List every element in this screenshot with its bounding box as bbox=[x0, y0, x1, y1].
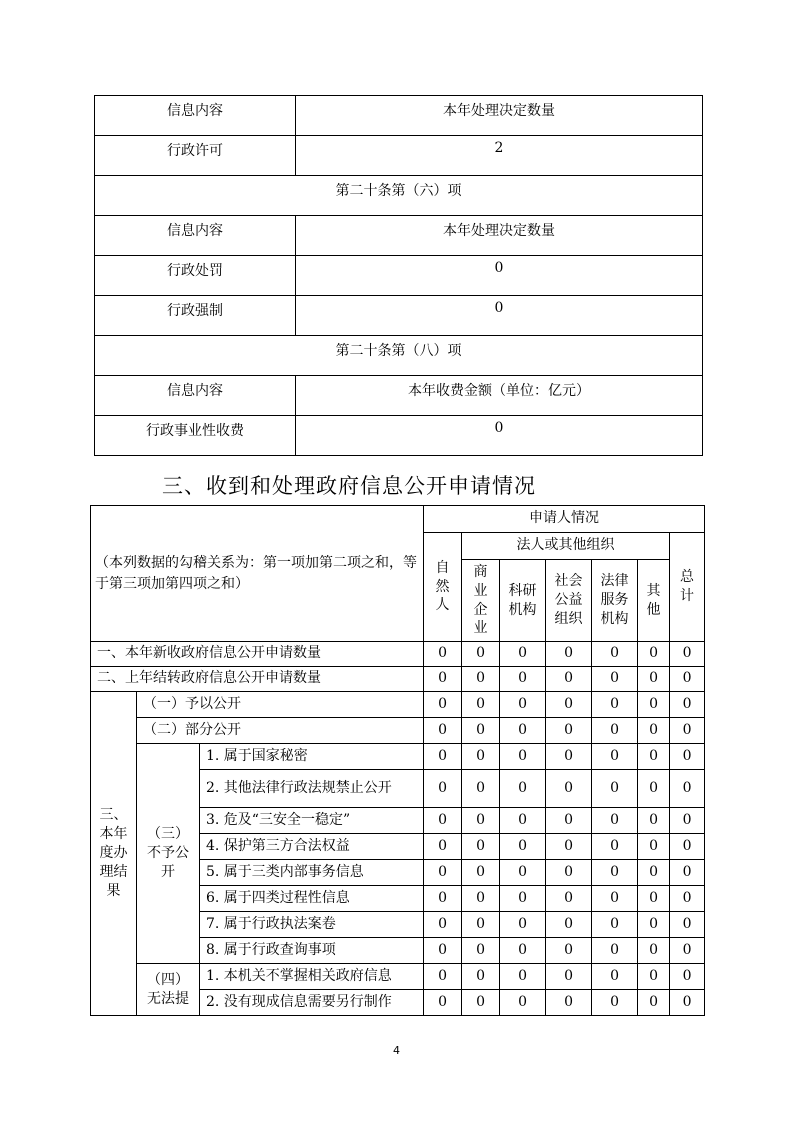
count-cell: 0 bbox=[462, 667, 500, 692]
total-header: 总 计 bbox=[670, 533, 705, 642]
business-header: 商 业 企 业 bbox=[462, 560, 500, 642]
count-cell: 0 bbox=[500, 667, 546, 692]
count-cell: 0 bbox=[670, 912, 705, 938]
count-cell: 0 bbox=[592, 912, 638, 938]
count-cell: 0 bbox=[638, 834, 670, 860]
count-cell: 0 bbox=[638, 990, 670, 1016]
count-cell: 0 bbox=[670, 718, 705, 744]
count-cell: 0 bbox=[500, 642, 546, 667]
count-cell: 0 bbox=[462, 808, 500, 834]
count-cell: 0 bbox=[462, 964, 500, 990]
count-cell: 0 bbox=[638, 886, 670, 912]
row-value: 本年处理决定数量 bbox=[296, 216, 703, 256]
count-cell: 0 bbox=[462, 886, 500, 912]
count-cell: 0 bbox=[462, 834, 500, 860]
count-cell: 0 bbox=[500, 964, 546, 990]
count-cell: 0 bbox=[546, 770, 592, 808]
count-cell: 0 bbox=[592, 642, 638, 667]
other-header: 其 他 bbox=[638, 560, 670, 642]
count-cell: 0 bbox=[670, 667, 705, 692]
count-cell: 0 bbox=[592, 770, 638, 808]
table1-row bbox=[95, 256, 703, 296]
count-cell: 0 bbox=[462, 744, 500, 770]
count-cell: 0 bbox=[592, 886, 638, 912]
count-cell: 0 bbox=[424, 692, 462, 718]
count-cell: 0 bbox=[500, 938, 546, 964]
row-label: 8. 属于行政查询事项 bbox=[200, 938, 424, 964]
row-label: 信息内容 bbox=[95, 376, 296, 416]
carried-over-row bbox=[91, 667, 705, 692]
count-cell: 0 bbox=[500, 808, 546, 834]
count-cell: 0 bbox=[670, 990, 705, 1016]
count-cell: 0 bbox=[546, 860, 592, 886]
row-value: 0 bbox=[296, 256, 703, 296]
application-table bbox=[90, 505, 705, 1016]
applicant-header: 申请人情况 bbox=[424, 506, 705, 533]
count-cell: 0 bbox=[500, 834, 546, 860]
law-header: 法律 服务 机构 bbox=[592, 560, 638, 642]
section-heading: 第二十条第（八）项 bbox=[95, 336, 703, 376]
social-header: 社会 公益 组织 bbox=[546, 560, 592, 642]
count-cell: 0 bbox=[462, 642, 500, 667]
count-cell: 0 bbox=[462, 860, 500, 886]
count-cell: 0 bbox=[592, 692, 638, 718]
count-cell: 0 bbox=[592, 990, 638, 1016]
count-cell: 0 bbox=[462, 770, 500, 808]
page-number: 4 bbox=[393, 1044, 400, 1057]
row-label: 1. 属于国家秘密 bbox=[200, 744, 424, 770]
count-cell: 0 bbox=[462, 692, 500, 718]
partially-disclosed-row bbox=[91, 718, 705, 744]
count-cell: 0 bbox=[592, 808, 638, 834]
cannot-provide-label: （四） 无法提 bbox=[137, 964, 200, 1016]
count-cell: 0 bbox=[638, 770, 670, 808]
row-value: 本年收费金额（单位：亿元） bbox=[296, 376, 703, 416]
count-cell: 0 bbox=[500, 912, 546, 938]
row-label: 行政强制 bbox=[95, 296, 296, 336]
row-value: 2 bbox=[296, 136, 703, 176]
decision-count-table bbox=[94, 95, 703, 456]
count-cell: 0 bbox=[670, 938, 705, 964]
row-label: （二）部分公开 bbox=[137, 718, 424, 744]
count-cell: 0 bbox=[592, 860, 638, 886]
count-cell: 0 bbox=[592, 667, 638, 692]
new-applications-row bbox=[91, 642, 705, 667]
count-cell: 0 bbox=[546, 667, 592, 692]
count-cell: 0 bbox=[546, 834, 592, 860]
row-label: 一、本年新收政府信息公开申请数量 bbox=[91, 642, 424, 667]
row-label: 二、上年结转政府信息公开申请数量 bbox=[91, 667, 424, 692]
count-cell: 0 bbox=[670, 770, 705, 808]
table1-row bbox=[95, 376, 703, 416]
count-cell: 0 bbox=[500, 770, 546, 808]
count-cell: 0 bbox=[592, 718, 638, 744]
count-cell: 0 bbox=[638, 860, 670, 886]
count-cell: 0 bbox=[670, 834, 705, 860]
count-cell: 0 bbox=[638, 718, 670, 744]
count-cell: 0 bbox=[638, 692, 670, 718]
count-cell: 0 bbox=[592, 938, 638, 964]
count-cell: 0 bbox=[670, 964, 705, 990]
count-cell: 0 bbox=[462, 938, 500, 964]
row-label: 2. 没有现成信息需要另行制作 bbox=[200, 990, 424, 1016]
count-cell: 0 bbox=[424, 667, 462, 692]
legal-persons-header: 法人或其他组织 bbox=[462, 533, 670, 560]
research-header: 科研 机构 bbox=[500, 560, 546, 642]
count-cell: 0 bbox=[638, 808, 670, 834]
count-cell: 0 bbox=[546, 718, 592, 744]
count-cell: 0 bbox=[500, 886, 546, 912]
section-3-title: 三、收到和处理政府信息公开申请情况 bbox=[162, 474, 536, 498]
count-cell: 0 bbox=[670, 886, 705, 912]
row-label: 7. 属于行政执法案卷 bbox=[200, 912, 424, 938]
count-cell: 0 bbox=[500, 990, 546, 1016]
table1-row bbox=[95, 216, 703, 256]
count-cell: 0 bbox=[546, 692, 592, 718]
row-label: 行政处罚 bbox=[95, 256, 296, 296]
count-cell: 0 bbox=[424, 990, 462, 1016]
row-label: 5. 属于三类内部事务信息 bbox=[200, 860, 424, 886]
count-cell: 0 bbox=[424, 718, 462, 744]
count-cell: 0 bbox=[546, 642, 592, 667]
count-cell: 0 bbox=[424, 860, 462, 886]
count-cell: 0 bbox=[638, 964, 670, 990]
count-cell: 0 bbox=[424, 912, 462, 938]
row-label: 3. 危及“三安全一稳定” bbox=[200, 808, 424, 834]
count-cell: 0 bbox=[638, 938, 670, 964]
count-cell: 0 bbox=[638, 642, 670, 667]
result-group-label: 三、 本年 度办 理结 果 bbox=[91, 692, 137, 1016]
not-held-row bbox=[91, 964, 705, 990]
section-heading: 第二十条第（六）项 bbox=[95, 176, 703, 216]
count-cell: 0 bbox=[546, 964, 592, 990]
count-cell: 0 bbox=[592, 834, 638, 860]
row-label: 行政许可 bbox=[95, 136, 296, 176]
row-label: 信息内容 bbox=[95, 216, 296, 256]
row-label: （一）予以公开 bbox=[137, 692, 424, 718]
count-cell: 0 bbox=[462, 912, 500, 938]
state-secret-row bbox=[91, 744, 705, 770]
count-cell: 0 bbox=[638, 912, 670, 938]
count-cell: 0 bbox=[638, 667, 670, 692]
count-cell: 0 bbox=[546, 744, 592, 770]
row-label: 4. 保护第三方合法权益 bbox=[200, 834, 424, 860]
count-cell: 0 bbox=[462, 990, 500, 1016]
table1-row bbox=[95, 96, 703, 136]
count-cell: 0 bbox=[670, 692, 705, 718]
count-cell: 0 bbox=[670, 808, 705, 834]
count-cell: 0 bbox=[424, 964, 462, 990]
count-cell: 0 bbox=[546, 938, 592, 964]
count-cell: 0 bbox=[424, 642, 462, 667]
count-cell: 0 bbox=[424, 886, 462, 912]
count-cell: 0 bbox=[500, 718, 546, 744]
count-cell: 0 bbox=[546, 990, 592, 1016]
row-label: 行政事业性收费 bbox=[95, 416, 296, 456]
row-label: 信息内容 bbox=[95, 96, 296, 136]
count-cell: 0 bbox=[424, 938, 462, 964]
table1-row bbox=[95, 416, 703, 456]
count-cell: 0 bbox=[500, 692, 546, 718]
count-cell: 0 bbox=[424, 808, 462, 834]
row-label: 6. 属于四类过程性信息 bbox=[200, 886, 424, 912]
disclosed-row bbox=[91, 692, 705, 718]
table1-row bbox=[95, 296, 703, 336]
not-disclosed-label: （三） 不予公 开 bbox=[137, 744, 200, 964]
table1-row bbox=[95, 176, 703, 216]
header-note: （本列数据的勾稽关系为：第一项加第二项之和，等于第三项加第四项之和） bbox=[91, 506, 424, 642]
count-cell: 0 bbox=[500, 744, 546, 770]
count-cell: 0 bbox=[546, 808, 592, 834]
natural-person-header: 自 然 人 bbox=[424, 533, 462, 642]
row-value: 本年处理决定数量 bbox=[296, 96, 703, 136]
row-label: 1. 本机关不掌握相关政府信息 bbox=[200, 964, 424, 990]
count-cell: 0 bbox=[424, 744, 462, 770]
count-cell: 0 bbox=[500, 860, 546, 886]
count-cell: 0 bbox=[592, 744, 638, 770]
table1-row bbox=[95, 136, 703, 176]
count-cell: 0 bbox=[424, 834, 462, 860]
row-value: 0 bbox=[296, 416, 703, 456]
row-value: 0 bbox=[296, 296, 703, 336]
count-cell: 0 bbox=[592, 964, 638, 990]
count-cell: 0 bbox=[670, 744, 705, 770]
count-cell: 0 bbox=[638, 744, 670, 770]
count-cell: 0 bbox=[670, 860, 705, 886]
count-cell: 0 bbox=[424, 770, 462, 808]
row-label: 2. 其他法律行政法规禁止公开 bbox=[200, 770, 424, 808]
count-cell: 0 bbox=[670, 642, 705, 667]
table1-row bbox=[95, 336, 703, 376]
count-cell: 0 bbox=[546, 912, 592, 938]
count-cell: 0 bbox=[462, 718, 500, 744]
count-cell: 0 bbox=[546, 886, 592, 912]
